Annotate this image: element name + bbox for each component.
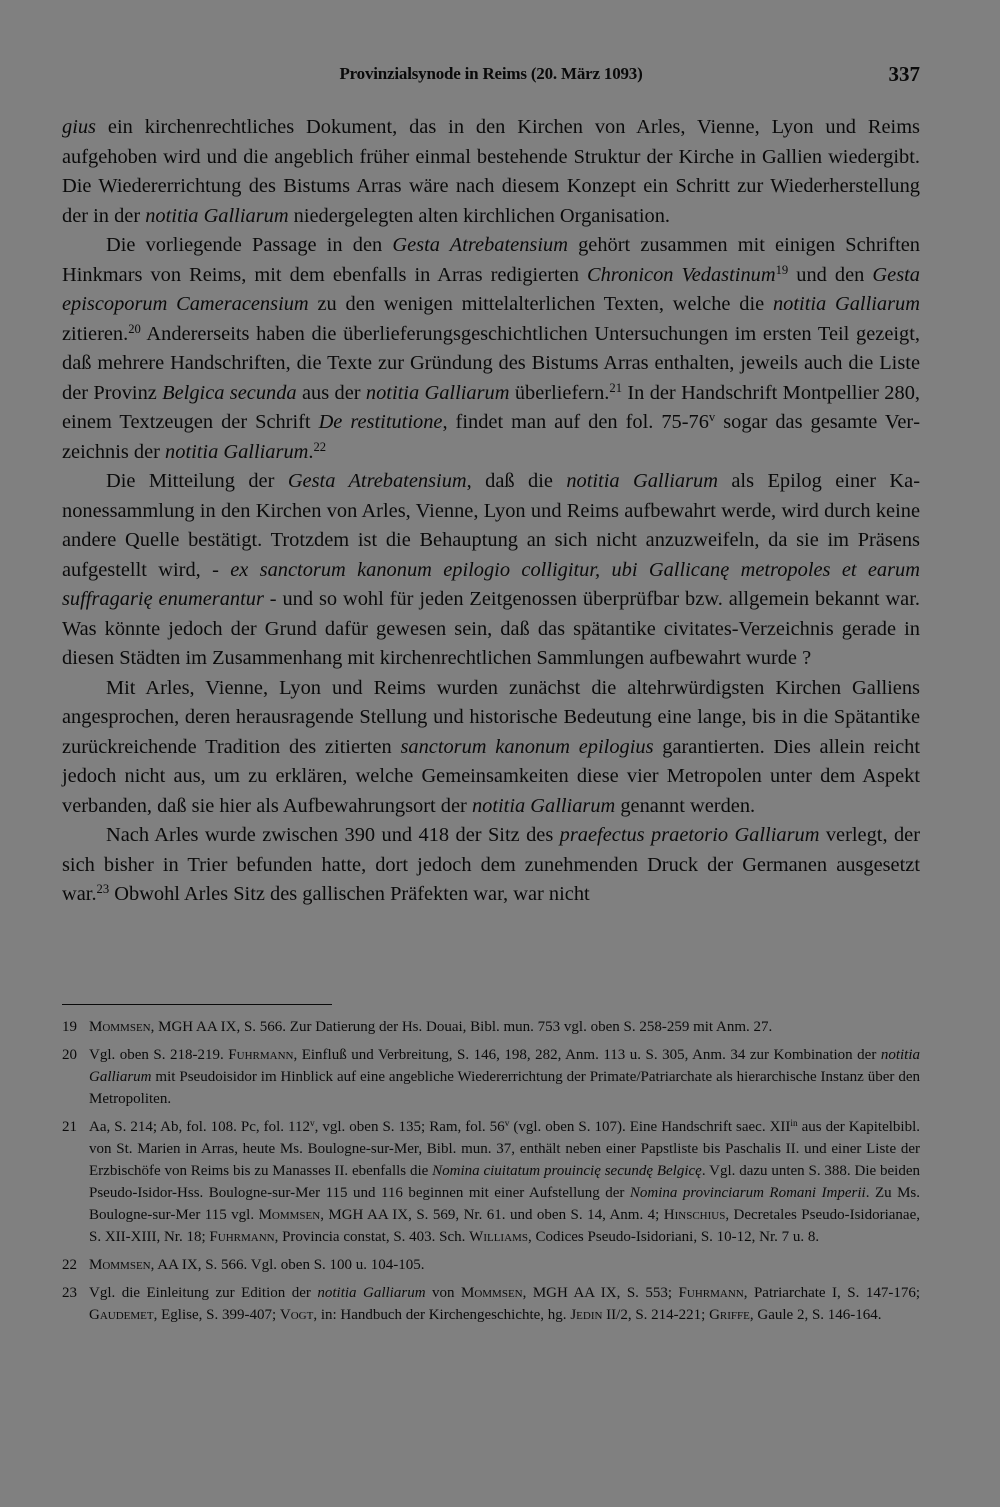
italic-text: notitia Galliarum	[89, 1047, 920, 1085]
author-name: Hinschius	[663, 1207, 726, 1223]
text-run: Mit Arles, Vienne, Lyon und Reims wurden zunächst die altehrwürdigsten Kirchen Galliens angesprochen, deren herausragende Stellung und historische Bedeutung eine lange, bis in die Spätantike zurückreichende Tradition des zitierten	[62, 676, 920, 758]
text-run: garantierten. Dies allein reicht jedoch nicht aus, um zu erklären, welche Gemeinsamkeiten diese vier Metropolen unter dem Aspekt verbanden, daß sie hier als Aufbewahrungsort der	[62, 735, 920, 817]
text-run: .	[308, 440, 314, 463]
italic-text: Nomina ciuitatum prouincię secundę Belgicę	[432, 1163, 702, 1179]
text-run: Andererseits haben die überlieferungsgeschichtlichen Untersuchungen im ersten Teil gezeigt, daß mehrere Handschriften, die Texte zur Gründung des Bistums Arras enthalten, jeweils auch die Liste der Provinz	[62, 322, 920, 404]
italic-text: Nomina provinciarum Romani Imperii	[629, 1185, 866, 1201]
text-run: zu den wenigen mittelalterlichen Texten, welche die	[308, 293, 773, 315]
text-run: niedergelegten alten kirchlichen Organisation.	[288, 204, 670, 227]
text-run: Vgl. oben S. 218-219.	[89, 1047, 229, 1063]
author-name: Griffe	[709, 1307, 750, 1323]
paragraph	[62, 113, 920, 231]
text-run: Die vorliegende Passage in den	[106, 234, 393, 256]
author-name: Fuhrmann	[678, 1285, 744, 1301]
italic-text: notitia Galliarum	[566, 470, 718, 492]
text-run: überliefern.	[509, 381, 610, 404]
footnote-number: 19	[62, 1019, 77, 1035]
footnote-marker: 21	[609, 380, 622, 395]
text-run: und den	[788, 263, 873, 286]
text-run: gehört zusammen mit einigen Schriften Hinkmars von Reims, mit dem ebenfalls in Arras redigierten	[62, 234, 920, 286]
footnote-separator	[62, 1004, 332, 1005]
italic-text: De restitutione	[318, 411, 443, 433]
italic-text: notitia Galliarum	[772, 293, 920, 315]
main-text	[62, 113, 920, 910]
text-run: , vgl. oben S. 135; Ram, fol. 56	[314, 1119, 505, 1135]
text-run: , MGH AA IX, S. 569, Nr. 61. und oben S. 14, Anm. 4;	[320, 1207, 664, 1223]
text-run: , Eglise, S. 399-407;	[153, 1307, 280, 1323]
text-run: , Patriarchate I, S. 147-176;	[743, 1285, 920, 1301]
footnotes	[62, 1016, 920, 1332]
footnote-number: 23	[62, 1285, 77, 1301]
footnote-number: 22	[62, 1257, 77, 1273]
footnote	[62, 1116, 920, 1248]
italic-text: notitia Galliarum	[365, 381, 510, 404]
author-name: Mommsen	[258, 1207, 321, 1223]
italic-text: Chronicon Vedastinum	[587, 263, 776, 286]
text-run: . Zu Ms. Boulogne-sur-Mer 115 vgl.	[89, 1185, 921, 1223]
paragraph	[62, 674, 920, 822]
text-run: zitieren.	[62, 322, 129, 345]
footnote	[62, 1282, 920, 1326]
text-run: als Epilog einer Kanonessammlung in den Kirchen von Arles, Vienne, Lyon und Reims aufbewahrt werde, wird durch keine andere Quelle bestätigt. Trotzdem ist die Behauptung an sich nicht anzuzweifeln, da sie im Präsens aufgestellt wird, -	[62, 470, 920, 581]
text-run: von	[425, 1285, 461, 1301]
footnote-marker: 22	[313, 439, 327, 454]
text-run: aus der Kapitelbibl. von St. Marien in Arras, heute Ms. Boulogne-sur-Mer, Bibl. mun. 37, enthält neben einer Papstliste bis Paschalis II. und einer Liste der Erzbischöfe von Reims bis zu Manasses II. ebenfalls die	[89, 1119, 920, 1179]
footnote-number: 21	[62, 1119, 77, 1135]
italic-text: Gesta Atrebatensium	[287, 470, 467, 492]
page-header	[62, 62, 920, 92]
text-run: , Decretales Pseudo-Isidorianae, S. XII-XIII, Nr. 18;	[89, 1207, 920, 1245]
text-run: (vgl. oben S. 107). Eine Handschrift saec. XII	[509, 1119, 791, 1135]
text-run: , AA IX, S. 566. Vgl. oben S. 100 u. 104-105.	[150, 1257, 425, 1273]
footnote-marker: 23	[96, 882, 110, 897]
italic-text: notitia Galliarum	[165, 440, 309, 463]
text-run: , Einfluß und Verbreitung, S. 146, 198, 282, Anm. 113 u. S. 305, Anm. 34 zur Kombination der	[293, 1047, 881, 1063]
footnote	[62, 1016, 920, 1038]
text-run: , Codices Pseudo-Isidoriani, S. 10-12, Nr. 7 u. 8.	[527, 1229, 820, 1245]
text-run: - und so wohl für jeden Zeitgenossen überprüfbar bzw. allgemein bekannt war. Was könnte jedoch der Grund dafür gewesen sein, daß das spätantike civitates-Verzeichnis gerade in diesen Städten im Zusammenhang mit kirchenrechtlichen Sammlungen aufbewahrt wurde ?	[62, 588, 920, 669]
italic-text: sanctorum kanonum epilogius	[400, 735, 654, 758]
text-run: , in: Handbuch der Kirchengeschichte, hg.	[313, 1307, 571, 1323]
text-run: , findet man auf den fol. 75-76	[442, 411, 709, 433]
text-run: genannt werden.	[615, 794, 756, 817]
page-number: 337	[888, 62, 920, 86]
italic-text: notitia Galliarum	[317, 1285, 426, 1301]
footnote-marker: in	[790, 1118, 798, 1129]
italic-text: Belgica secunda	[162, 381, 297, 404]
author-name: Gaudemet	[89, 1307, 154, 1323]
text-run: verlegt, der sich bisher in Trier befunden hatte, dort jedoch dem zunehmenden Druck der Germanen ausgesetzt war.	[62, 824, 920, 905]
text-run: , MGH AA IX, S. 566. Zur Datierung der Hs. Douai, Bibl. mun. 753 vgl. oben S. 258-259 mit Anm. 27.	[150, 1019, 773, 1035]
author-name: Fuhrmann	[228, 1047, 294, 1063]
author-name: Vogt	[279, 1307, 314, 1323]
italic-text: Gesta Atrebatensium	[392, 234, 568, 256]
paragraph	[62, 231, 920, 467]
author-name: Fuhrmann	[209, 1229, 275, 1245]
author-name: Mommsen	[89, 1019, 151, 1035]
footnote-marker: 19	[775, 262, 789, 277]
text-run: sogar das gesamte Verzeichnis der	[62, 411, 921, 463]
footnote-marker: v	[309, 1118, 315, 1129]
paragraph	[62, 467, 920, 674]
text-run: . Vgl. dazu unten S. 388. Die beiden Pseudo-Isidor-Hss. Boulogne-sur-Mer 115 und 116 beginnen mit einer Aufstellung der	[89, 1163, 920, 1201]
footnote-number: 20	[62, 1047, 77, 1063]
text-run: Vgl. die Einleitung zur Edition der	[89, 1285, 318, 1301]
italic-text: ex sanctorum kanonum epilogio colligitur, ubi Gallicanę metropoles et earum suffragarię enumerantur	[62, 558, 920, 610]
text-run: Nach Arles wurde zwischen 390 und 418 der Sitz des	[106, 824, 560, 846]
footnote-marker: v	[708, 410, 716, 425]
paragraph	[62, 821, 920, 910]
author-name: Williams	[469, 1229, 528, 1245]
footnote	[62, 1254, 920, 1276]
author-name: Jedin	[570, 1307, 603, 1323]
text-run: ein kirchenrechtliches Dokument, das in den Kirchen von Arles, Vienne, Lyon und Reims aufgehoben wird und die angeblich früher einmal bestehende Struktur der Kirche in Gallien wiedergibt. Die Wiedererrichtung des Bistums Arras wäre nach diesem Konzept ein Schritt zur Wiederherstellung der in der	[62, 116, 920, 227]
italic-text: praefectus praetorio Galliarum	[559, 824, 820, 846]
footnote-marker: v	[504, 1118, 510, 1129]
italic-text: notitia Galliarum	[145, 204, 289, 227]
italic-text: notitia Galliarum	[471, 794, 616, 817]
text-run: In der Handschrift Montpellier 280, einem Textzeugen der Schrift	[62, 381, 920, 433]
text-run: , Gaule 2, S. 146-164.	[749, 1307, 882, 1323]
footnote-marker: 20	[128, 321, 141, 336]
text-run: Die Mitteilung der	[106, 470, 288, 492]
text-run: , Provincia constat, S. 403. Sch.	[274, 1229, 470, 1245]
italic-text: Gesta episcoporum Cameracensium	[62, 263, 920, 315]
running-title: Provinzialsynode in Reims (20. März 1093)	[339, 64, 643, 83]
footnote	[62, 1044, 920, 1110]
text-run: II/2, S. 214-221;	[602, 1307, 710, 1323]
author-name: Mommsen	[89, 1257, 151, 1273]
italic-text: gius	[62, 116, 96, 138]
text-run: , daß die	[466, 470, 567, 492]
text-run: mit Pseudoisidor im Hinblick auf eine angebliche Wiedererrichtung der Primate/Patriarchate als hierarchische Instanz über den Metropoliten.	[89, 1069, 920, 1107]
text-run: Obwohl Arles Sitz des gallischen Präfekten war, war nicht	[109, 883, 590, 905]
text-run: Aa, S. 214; Ab, fol. 108. Pc, fol. 112	[89, 1119, 310, 1135]
text-run: , MGH AA IX, S. 553;	[522, 1285, 679, 1301]
author-name: Mommsen	[460, 1285, 523, 1301]
text-run: aus der	[296, 381, 366, 404]
